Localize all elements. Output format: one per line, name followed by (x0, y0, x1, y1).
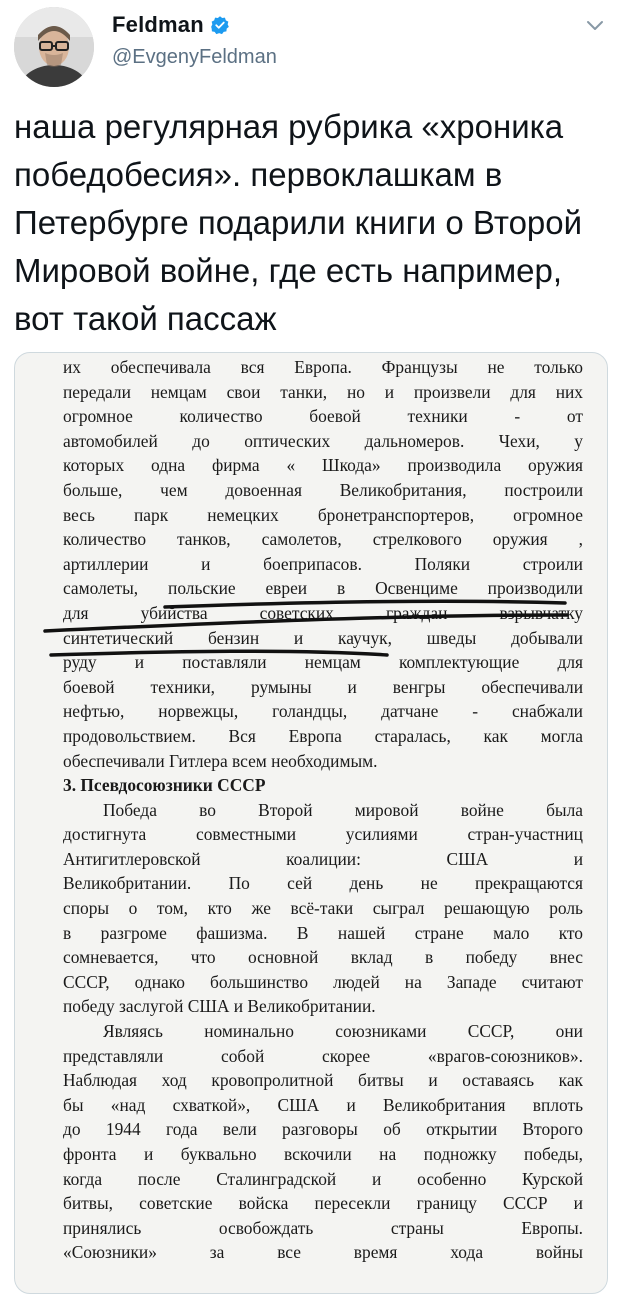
tweet-media-image[interactable] (14, 352, 608, 1294)
user-name-row[interactable] (112, 12, 230, 38)
book-line: весь парк немецких бронетранспортеров, огромное (63, 504, 583, 525)
avatar[interactable] (14, 7, 94, 87)
book-line: передали немцам свои танки, но и произвели для них (63, 381, 583, 402)
book-line: сомневается, что основной вклад в победу внес (63, 947, 583, 968)
book-line: самолеты, польские евреи в Освенциме производили (63, 578, 583, 599)
book-line: Наблюдая ход кровопролитной битвы и оставаясь как (63, 1070, 583, 1091)
book-line: Великобритании. По сей день не прекращаются (63, 873, 583, 894)
book-line: нефтью, норвежцы, голандцы, датчане - снабжали (63, 701, 583, 722)
book-line: количество танков, самолетов, стрелкового оружия , (63, 529, 583, 550)
book-page-scan (63, 355, 583, 1265)
tweet-header (0, 0, 630, 95)
display-name[interactable]: Feldman (112, 12, 204, 37)
book-line: когда после Сталинградской и особенно Курской (63, 1168, 583, 1189)
book-line: споры о том, кто же всё-таки сыграл решающую роль (63, 898, 583, 919)
book-line: автомобилей до оптических дальномеров. Чехи, у (63, 430, 583, 451)
book-line: фронта и буквально вскочили на подножку победы, (63, 1144, 583, 1164)
book-line: «Союзники» за все время хода войны (63, 1242, 583, 1263)
book-line: Победа во Второй мировой войне была (103, 799, 583, 820)
book-line: достигнута совместными усилиями стран-участниц (63, 824, 583, 845)
book-line: представляли собой скорее «врагов-союзников». (63, 1045, 583, 1066)
book-line: их обеспечивала вся Европа. Французы не только (63, 357, 583, 377)
book-line: боевой техники, румыны и венгры обеспечивали (63, 676, 583, 697)
tweet-text: наша регулярная рубрика «хроника победобесия». первоклашкам в Петербурге подарили книги о Второй Мировой войне, где есть например, вот такой пассаж (14, 108, 592, 337)
book-line: Антигитлеровской коалиции: США и (63, 848, 583, 869)
book-line: СССР, однако большинство людей на Западе считают (63, 971, 583, 992)
book-line: обеспечивали Гитлера всем необходимым. (63, 750, 378, 771)
chevron-down-icon[interactable] (584, 14, 606, 36)
book-line: огромное количество боевой техники - от (63, 406, 583, 427)
book-line: больше, чем довоенная Великобритания, построили (63, 479, 583, 500)
book-line: победу заслугой США и Великобритании. (63, 996, 376, 1017)
book-section-heading: 3. Псевдосоюзники СССР (63, 775, 266, 796)
book-line: синтетический бензин и каучук, шведы добывали (63, 627, 583, 648)
book-line: до 1944 года вели разговоры об открытии Второго (63, 1119, 583, 1140)
book-line: для убийства советских граждан взрывчатку (63, 602, 583, 623)
user-handle[interactable]: @EvgenyFeldman (112, 46, 277, 68)
book-line: артиллерии и боеприпасов. Поляки строили (63, 553, 583, 574)
verified-badge-icon (210, 15, 230, 35)
book-line: руду и поставляли немцам комплектующие для (63, 652, 583, 673)
book-line: принялись освобождать страны Европы. (63, 1217, 583, 1238)
book-line: в разгроме фашизма. В нашей стране мало кто (63, 922, 583, 943)
book-line: которых одна фирма « Шкода» производила оружия (63, 455, 583, 476)
book-line: продовольствием. Вся Европа старалась, как могла (63, 725, 583, 746)
avatar-image (14, 7, 94, 87)
book-line: битвы, советские войска пересекли границу СССР и (63, 1193, 583, 1214)
book-line: бы «над схваткой», США и Великобритания вплоть (63, 1094, 583, 1115)
book-line: Являясь номинально союзниками СССР, они (103, 1021, 583, 1042)
